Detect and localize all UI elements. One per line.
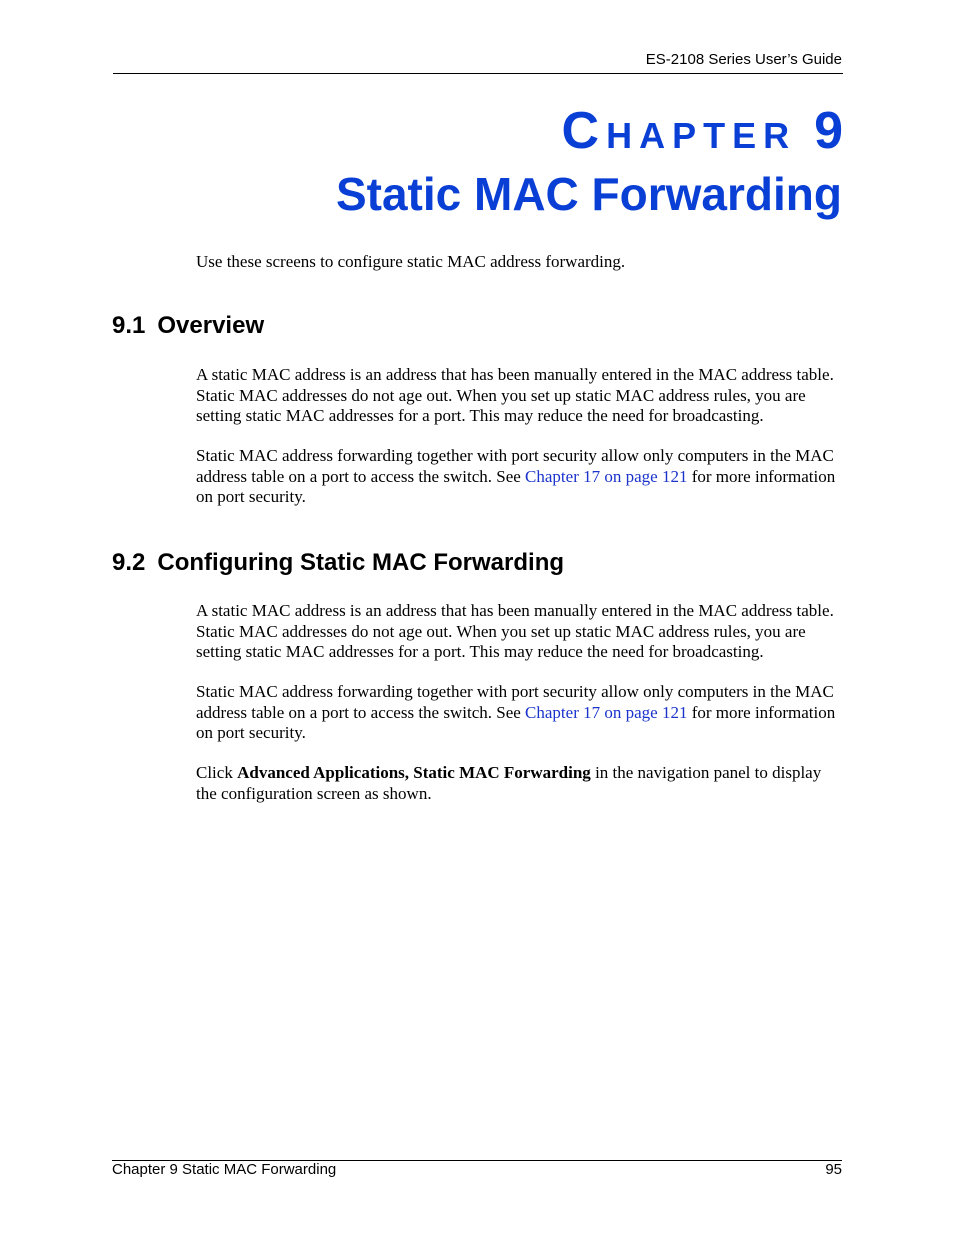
- section-number: 9.2: [112, 549, 146, 576]
- configuring-paragraph-1: A static MAC address is an address that has been manually entered in the MAC address table. Static MAC addresses do not age out. When you set up static MAC address rules, you are setting static MAC addresses for a port. This may reduce the need for broadcasting.: [196, 601, 834, 661]
- footer-chapter-label: Chapter 9 Static MAC Forwarding: [112, 1161, 337, 1178]
- chapter-17-link[interactable]: Chapter 17 on page 121: [525, 702, 688, 722]
- section-title: Overview: [157, 312, 265, 339]
- configuring-paragraph-2: [196, 682, 846, 744]
- section-heading-overview: [112, 312, 264, 340]
- text-run: Click: [196, 763, 238, 782]
- footer-page-number: 95: [825, 1161, 842, 1178]
- section-heading-configuring: [112, 549, 564, 577]
- text-run: Static MAC address forwarding together with port security allow only computers in the MAC address table on a port to access the switch. See: [196, 446, 834, 486]
- chapter-title: Static MAC Forwarding: [335, 168, 842, 220]
- chapter-label: Chapter: [561, 102, 797, 160]
- intro-paragraph: Use these screens to configure static MAC address forwarding.: [196, 252, 626, 271]
- running-header: ES-2108 Series User’s Guide: [645, 51, 842, 68]
- chapter-number: 9: [814, 102, 843, 160]
- text-run: for more information on port security.: [196, 702, 836, 742]
- menu-path: Advanced Applications, Static MAC Forwarding: [237, 763, 591, 782]
- overview-paragraph-1: A static MAC address is an address that has been manually entered in the MAC address table. Static MAC addresses do not age out. When you set up static MAC address rules, you are setting static MAC addresses for a port. This may reduce the need for broadcasting.: [196, 365, 834, 425]
- text-run: in the navigation panel to display the configuration screen as shown.: [196, 763, 822, 803]
- overview-paragraph-2: [196, 446, 846, 508]
- text-run: Static MAC address forwarding together with port security allow only computers in the MAC address table on a port to access the switch. See: [196, 682, 834, 722]
- section-number: 9.1: [112, 312, 146, 339]
- chapter-17-link[interactable]: Chapter 17 on page 121: [525, 466, 688, 486]
- chapter-heading: [562, 100, 843, 162]
- configuring-paragraph-3: [196, 763, 846, 804]
- section-title: Configuring Static MAC Forwarding: [157, 549, 565, 576]
- text-run: for more information on port security.: [196, 466, 836, 506]
- header-rule: [113, 73, 843, 74]
